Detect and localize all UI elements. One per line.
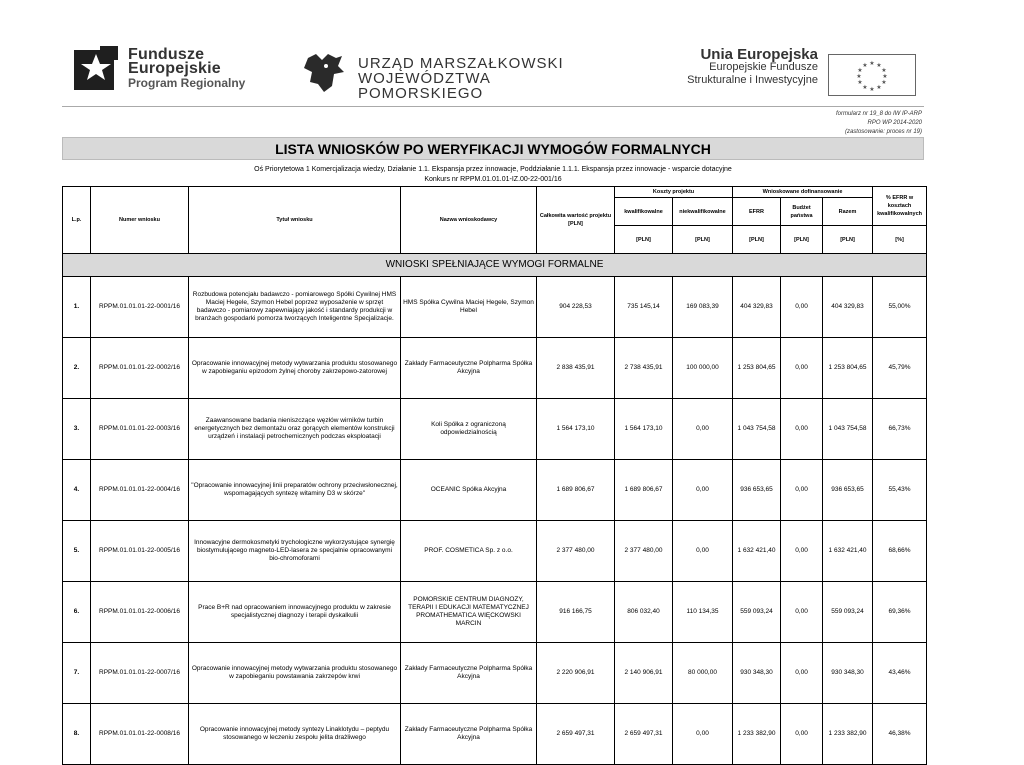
griffin-emblem-icon xyxy=(302,52,348,94)
table-row xyxy=(63,277,927,338)
cell-efrr: 1 632 421,40 xyxy=(733,521,781,582)
cell-budzet: 0,00 xyxy=(781,399,823,460)
svg-text:★: ★ xyxy=(881,67,887,74)
table-row xyxy=(63,582,927,643)
unia-europejska-logo xyxy=(668,48,918,96)
cell-lp: 7. xyxy=(63,643,91,704)
cell-pct: 43,46% xyxy=(873,643,927,704)
header-numer: Numer wniosku xyxy=(91,187,189,254)
cell-tytul: Opracowanie innowacyjnej metody wytwarzania produktu stosowanego w zapobieganiu powstawania zakrzepów krwi xyxy=(189,643,401,704)
cell-budzet: 0,00 xyxy=(781,704,823,765)
urzad-marszalkowski-logo xyxy=(302,48,612,102)
cell-efrr: 930 348,30 xyxy=(733,643,781,704)
unit-budzet: [PLN] xyxy=(781,226,823,254)
subtitle-priority-axis: Oś Priorytetowa 1 Komercjalizacja wiedzy, Działanie 1.1. Ekspansja przez innowacje, Poddziałanie 1.1.1. Ekspansja przez innowacje - wsparcie dotacyjne xyxy=(254,166,732,173)
cell-nazwa: Koli Spółka z ograniczoną odpowiedzialnością xyxy=(401,399,537,460)
cell-kwal: 806 032,40 xyxy=(615,582,673,643)
cell-lp: 8. xyxy=(63,704,91,765)
cell-numer: RPPM.01.01.01-22-0001/16 xyxy=(91,277,189,338)
cell-calk: 2 659 497,31 xyxy=(537,704,615,765)
cell-tytul: Opracowanie innowacyjnej metody wytwarzania produktu stosowanego w zapobieganiu epizodom żylnej choroby zakrzepowo-zatorowej xyxy=(189,338,401,399)
cell-kwal: 2 377 480,00 xyxy=(615,521,673,582)
cell-numer: RPPM.01.01.01-22-0008/16 xyxy=(91,704,189,765)
form-note-line1: formularz nr 19_8 do IW IP-ARP xyxy=(835,111,922,117)
cell-budzet: 0,00 xyxy=(781,277,823,338)
unit-razem: [PLN] xyxy=(823,226,873,254)
table-row xyxy=(63,521,927,582)
cell-kwal: 2 140 906,91 xyxy=(615,643,673,704)
ue-line2: Europejskie Fundusze xyxy=(709,61,818,73)
cell-tytul: "Opracowanie innowacyjnej linii preparatów ochrony przeciwsłonecznej, wspomagających syntezę witaminy D3 w skórze" xyxy=(189,460,401,521)
cell-kwal: 735 145,14 xyxy=(615,277,673,338)
cell-nazwa: OCEANIC Spółka Akcyjna xyxy=(401,460,537,521)
fe-line2: Europejskie xyxy=(128,60,221,77)
cell-lp: 3. xyxy=(63,399,91,460)
cell-razem: 1 233 382,90 xyxy=(823,704,873,765)
cell-efrr: 1 253 804,65 xyxy=(733,338,781,399)
header-razem: Razem xyxy=(823,198,873,226)
cell-tytul: Rozbudowa potencjału badawczo - pomiarowego Spółki Cywilnej HMS Maciej Hegele, Szymon Hebel poprzez wyposażenie w sprzęt badawczo - pomiarowy zapewniający jakość i standardy produkcji w branżach gospodarki pomorza tworzących Inteligentne Specjalizacje. xyxy=(189,277,401,338)
fe-line1: Fundusze xyxy=(128,46,205,63)
cell-razem: 936 653,65 xyxy=(823,460,873,521)
cell-niekwal: 110 134,35 xyxy=(673,582,733,643)
cell-niekwal: 0,00 xyxy=(673,460,733,521)
svg-text:★: ★ xyxy=(876,84,882,91)
cell-numer: RPPM.01.01.01-22-0005/16 xyxy=(91,521,189,582)
svg-text:★: ★ xyxy=(856,73,862,80)
cell-lp: 4. xyxy=(63,460,91,521)
cell-nazwa: Zakłady Farmaceutyczne Polpharma Spółka Akcyjna xyxy=(401,643,537,704)
form-note xyxy=(836,110,922,137)
cell-budzet: 0,00 xyxy=(781,643,823,704)
cell-nazwa: Zakłady Farmaceutyczne Polpharma Spółka Akcyjna xyxy=(401,704,537,765)
form-note-line2: RPO WP 2014-2020 xyxy=(867,120,922,126)
svg-text:★: ★ xyxy=(857,67,863,74)
cell-pct: 55,00% xyxy=(873,277,927,338)
header-budzet: Budżet państwa xyxy=(781,198,823,226)
cell-lp: 6. xyxy=(63,582,91,643)
cell-pct: 66,73% xyxy=(873,399,927,460)
cell-budzet: 0,00 xyxy=(781,460,823,521)
cell-tytul: Prace B+R nad opracowaniem innowacyjnego produktu w zakresie specjalistycznej diagnozy i terapii dyskalkulii xyxy=(189,582,401,643)
fe-line3: Program Regionalny xyxy=(128,76,246,90)
svg-text:★: ★ xyxy=(869,60,875,67)
cell-niekwal: 80 000,00 xyxy=(673,643,733,704)
cell-nazwa: PROF. COSMETICA Sp. z o.o. xyxy=(401,521,537,582)
table-row xyxy=(63,460,927,521)
cell-razem: 1 043 754,58 xyxy=(823,399,873,460)
header-nazwa: Nazwa wnioskodawcy xyxy=(401,187,537,254)
unit-kwal: [PLN] xyxy=(615,226,673,254)
um-logo-text xyxy=(358,56,612,101)
svg-text:★: ★ xyxy=(882,73,888,80)
svg-text:★: ★ xyxy=(862,62,868,69)
header-efrr: EFRR xyxy=(733,198,781,226)
cell-lp: 2. xyxy=(63,338,91,399)
cell-kwal: 2 659 497,31 xyxy=(615,704,673,765)
cell-pct: 69,36% xyxy=(873,582,927,643)
cell-efrr: 1 043 754,58 xyxy=(733,399,781,460)
unit-efrr: [PLN] xyxy=(733,226,781,254)
svg-text:★: ★ xyxy=(862,84,868,91)
form-note-line3: (zastosowanie: proces nr 19) xyxy=(844,129,922,135)
cell-kwal: 1 564 173,10 xyxy=(615,399,673,460)
cell-numer: RPPM.01.01.01-22-0004/16 xyxy=(91,460,189,521)
cell-efrr: 559 093,24 xyxy=(733,582,781,643)
section-label: WNIOSKI SPEŁNIAJĄCE WYMOGI FORMALNE xyxy=(63,254,927,277)
cell-nazwa: HMS Spółka Cywilna Maciej Hegele, Szymon Hebel xyxy=(401,277,537,338)
cell-niekwal: 0,00 xyxy=(673,399,733,460)
svg-text:★: ★ xyxy=(869,86,875,93)
cell-niekwal: 100 000,00 xyxy=(673,338,733,399)
table-row xyxy=(63,643,927,704)
cell-razem: 404 329,83 xyxy=(823,277,873,338)
cell-niekwal: 169 083,39 xyxy=(673,277,733,338)
header-divider xyxy=(62,106,924,107)
cell-niekwal: 0,00 xyxy=(673,521,733,582)
cell-numer: RPPM.01.01.01-22-0003/16 xyxy=(91,399,189,460)
um-line1: URZĄD MARSZAŁKOWSKI xyxy=(358,55,564,72)
header-procent: % EFRR w kosztach kwalifikowalnych xyxy=(873,187,927,226)
cell-pct: 45,79% xyxy=(873,338,927,399)
cell-calk: 2 377 480,00 xyxy=(537,521,615,582)
cell-tytul: Opracowanie innowacyjnej metody syntezy Linaklotydu – peptydu stosowanego w leczeniu zespołu jelita drażliwego xyxy=(189,704,401,765)
svg-text:★: ★ xyxy=(876,62,882,69)
ue-logo-text xyxy=(668,48,818,87)
ue-line1: Unia Europejska xyxy=(700,46,818,63)
cell-budzet: 0,00 xyxy=(781,582,823,643)
cell-niekwal: 0,00 xyxy=(673,704,733,765)
cell-tytul: Innowacyjne dermokosmetyki trychologiczne wykorzystujące synergię biostymulującego magneto-LED-lasera ze specjalnie opracowanymi bio-chromoforami xyxy=(189,521,401,582)
cell-pct: 46,38% xyxy=(873,704,927,765)
svg-text:★: ★ xyxy=(857,79,863,86)
cell-efrr: 936 653,65 xyxy=(733,460,781,521)
applications-table xyxy=(62,186,927,765)
svg-text:★: ★ xyxy=(881,79,887,86)
cell-calk: 1 564 173,10 xyxy=(537,399,615,460)
cell-pct: 55,43% xyxy=(873,460,927,521)
fe-star-icon xyxy=(74,46,118,94)
fundusze-europejskie-logo xyxy=(74,46,254,98)
cell-numer: RPPM.01.01.01-22-0002/16 xyxy=(91,338,189,399)
ue-line3: Strukturalne i Inwestycyjne xyxy=(687,74,818,86)
header-lp: L.p. xyxy=(63,187,91,254)
eu-flag-icon xyxy=(828,54,916,96)
cell-kwal: 1 689 806,67 xyxy=(615,460,673,521)
cell-budzet: 0,00 xyxy=(781,338,823,399)
table-body xyxy=(63,254,927,765)
table-row xyxy=(63,704,927,765)
table-row xyxy=(63,338,927,399)
header-calkowita: Całkowita wartość projektu [PLN] xyxy=(537,187,615,254)
cell-lp: 1. xyxy=(63,277,91,338)
cell-nazwa: POMORSKIE CENTRUM DIAGNOZY, TERAPII I EDUKACJI MATEMATYCZNEJ PROMATHEMATICA WIĘCKOWSKI MARCIN xyxy=(401,582,537,643)
document-title: LISTA WNIOSKÓW PO WERYFIKACJI WYMOGÓW FORMALNYCH xyxy=(62,137,924,160)
cell-calk: 2 838 435,91 xyxy=(537,338,615,399)
cell-budzet: 0,00 xyxy=(781,521,823,582)
cell-calk: 2 220 906,91 xyxy=(537,643,615,704)
fe-logo-text xyxy=(128,48,245,90)
cell-numer: RPPM.01.01.01-22-0007/16 xyxy=(91,643,189,704)
subtitle-competition-number: Konkurs nr RPPM.01.01.01-IZ.00-22-001/16 xyxy=(424,176,562,183)
cell-nazwa: Zakłady Farmaceutyczne Polpharma Spółka Akcyjna xyxy=(401,338,537,399)
cell-razem: 1 632 421,40 xyxy=(823,521,873,582)
cell-kwal: 2 738 435,91 xyxy=(615,338,673,399)
cell-pct: 68,66% xyxy=(873,521,927,582)
header-kwal: kwalifikowalne xyxy=(615,198,673,226)
cell-numer: RPPM.01.01.01-22-0006/16 xyxy=(91,582,189,643)
cell-lp: 5. xyxy=(63,521,91,582)
cell-calk: 904 228,53 xyxy=(537,277,615,338)
header-wnioskowane: Wnioskowane dofinansowanie xyxy=(733,187,873,198)
header-koszty: Koszty projektu xyxy=(615,187,733,198)
cell-razem: 1 253 804,65 xyxy=(823,338,873,399)
header-niekwal: niekwalifikowalne xyxy=(673,198,733,226)
cell-calk: 916 166,75 xyxy=(537,582,615,643)
unit-procent: [%] xyxy=(873,226,927,254)
logo-bar xyxy=(62,40,922,102)
table-row xyxy=(63,399,927,460)
cell-efrr: 404 329,83 xyxy=(733,277,781,338)
unit-niekwal: [PLN] xyxy=(673,226,733,254)
cell-razem: 559 093,24 xyxy=(823,582,873,643)
cell-efrr: 1 233 382,90 xyxy=(733,704,781,765)
cell-tytul: Zaawansowane badania nieniszczące węzłów wirników turbin energetycznych bez demontażu oraz gorących elementów konstrukcji urządzeń i instalacji petrochemicznych podczas eksploatacji xyxy=(189,399,401,460)
cell-razem: 930 348,30 xyxy=(823,643,873,704)
cell-calk: 1 689 806,67 xyxy=(537,460,615,521)
header-tytul: Tytuł wniosku xyxy=(189,187,401,254)
um-line2: WOJEWÓDZTWA POMORSKIEGO xyxy=(358,70,491,102)
